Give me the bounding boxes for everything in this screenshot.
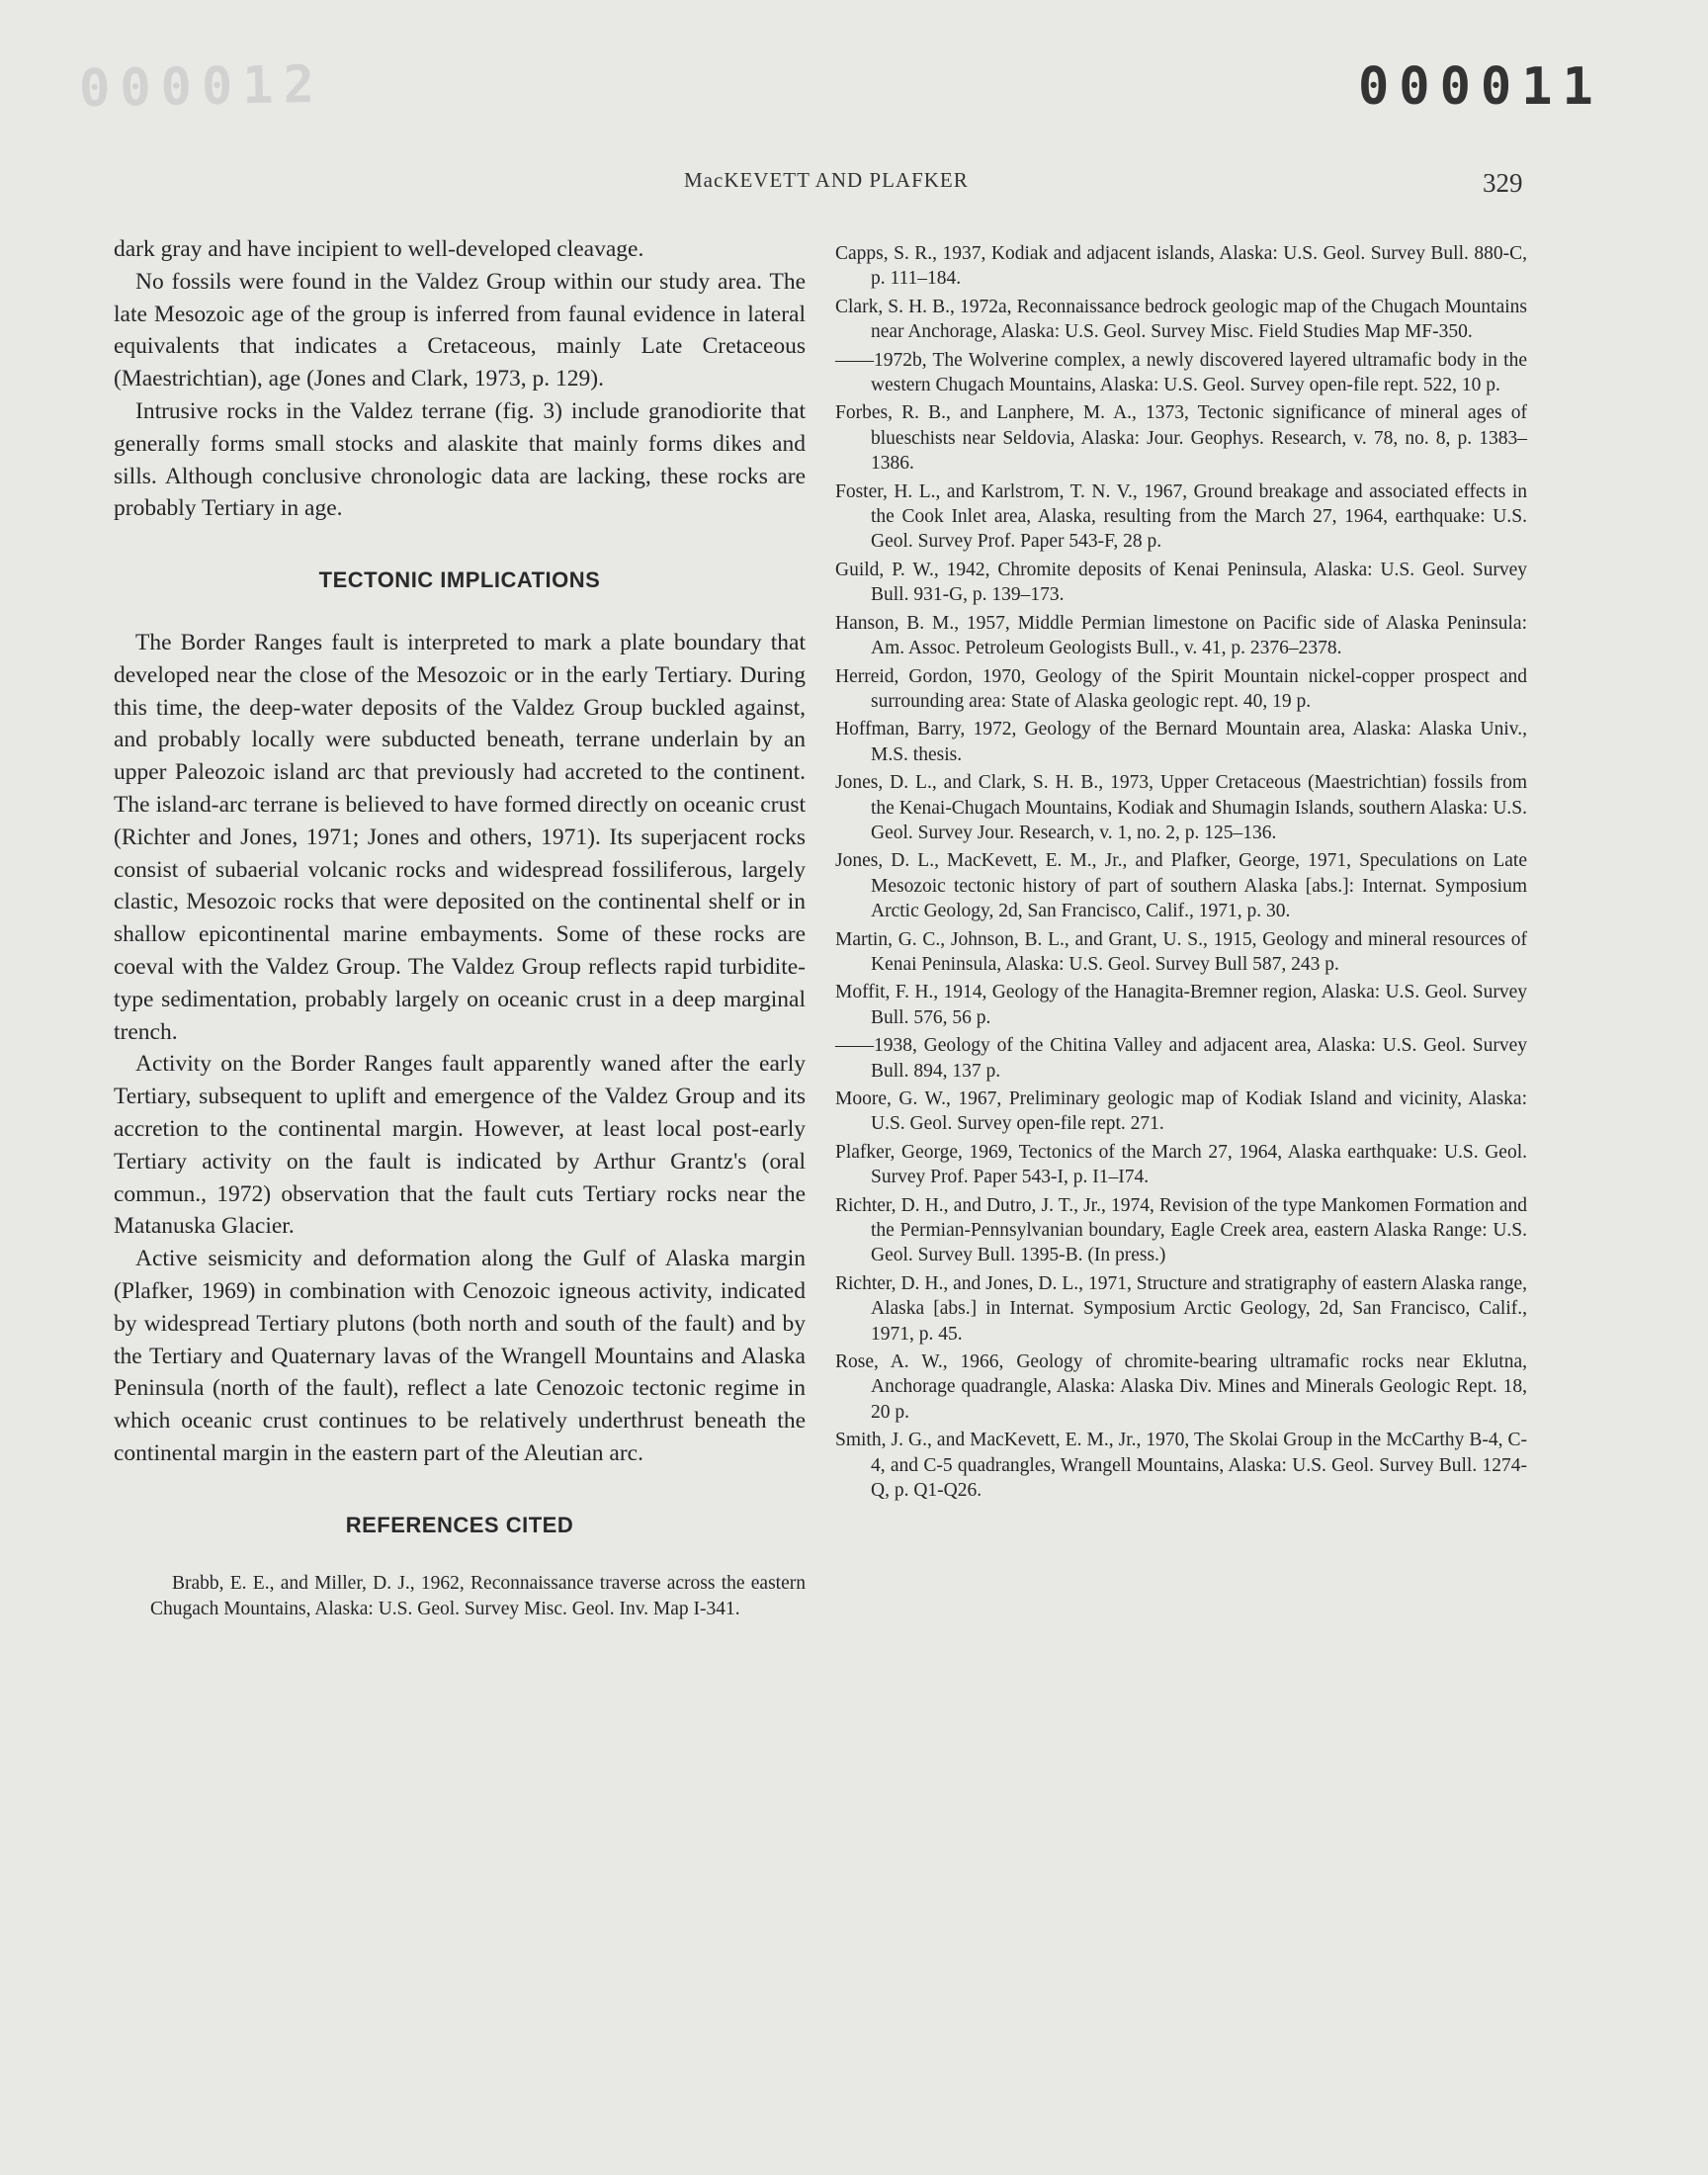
body-paragraph: dark gray and have incipient to well-developed cleavage. bbox=[114, 236, 644, 262]
body-paragraph: No fossils were found in the Valdez Group within our study area. The late Mesozoic age of the group is inferred from faunal evidence in lateral equivalents that indicates a Cretaceous, mainly Late Cretaceous (Maestrichtian), age (Jones and Clark, 1973, p. 129). bbox=[114, 268, 806, 392]
body-paragraph: Active seismicity and deformation along the Gulf of Alaska margin (Plafker, 1969) in combination with Cenozoic igneous activity, indicated by widespread Tertiary plutons (both north and south of the fault) and by the Tertiary and Quaternary lavas of the Wrangell Mountains and Alaska Peninsula (north of the fault), reflect a late Cenozoic tectonic regime in which oceanic crust continues to be relatively underthrust beneath the continental margin in the eastern part of the Aleutian arc. bbox=[114, 1246, 806, 1466]
faded-page-stamp: 000012 bbox=[78, 54, 325, 120]
page-number: 329 bbox=[1483, 168, 1523, 198]
left-column bbox=[114, 233, 806, 1621]
reference-entry: Richter, D. H., and Dutro, J. T., Jr., 1974, Revision of the type Mankomen Formation and the Permian-Pennsylvanian boundary, Eagle Creek area, eastern Alaska Range: U.S. Geol. Survey Bull. 1395-B. (In press.) bbox=[835, 1194, 1527, 1266]
reference-entry: Richter, D. H., and Jones, D. L., 1971, Structure and stratigraphy of eastern Alaska range, Alaska [abs.] in Internat. Symposium Arctic Geology, 2d, San Francisco, Calif., 1971, p. 45. bbox=[835, 1272, 1527, 1345]
reference-entry: ——1938, Geology of the Chitina Valley and adjacent area, Alaska: U.S. Geol. Survey Bull. 894, 137 p. bbox=[835, 1035, 1527, 1082]
section-heading-references-cited: REFERENCES CITED bbox=[345, 1512, 574, 1537]
body-paragraph: The Border Ranges fault is interpreted to mark a plate boundary that developed near the close of the Mesozoic or in the early Tertiary. During this time, the deep-water deposits of the Valdez Group buckled against, and probably locally were subducted beneath, terrane underlain by an upper Paleozoic island arc that previously had accreted to the continent. The island-arc terrane is believed to have formed directly on oceanic crust (Richter and Jones, 1971; Jones and others, 1971). Its superjacent rocks consist of subaerial volcanic rocks and widespread fossiliferous, largely clastic, Mesozoic rocks that were deposited on the continental shelf or in shallow epicontinental marine embayments. Some of these rocks are coeval with the Valdez Group. The Valdez Group reflects rapid turbidite-type sedimentation, probably largely on oceanic crust in a deep marginal trench. bbox=[114, 629, 806, 1045]
running-head: MacKEVETT AND PLAFKER bbox=[684, 168, 969, 192]
reference-entry: Foster, H. L., and Karlstrom, T. N. V., 1967, Ground breakage and associated effects in the Cook Inlet area, Alaska, resulting from the March 27, 1964, earthquake: U.S. Geol. Survey Prof. Paper 543-F, 28 p. bbox=[835, 480, 1527, 553]
page-stamp: 000011 bbox=[1358, 57, 1603, 117]
references-list bbox=[835, 241, 1527, 1507]
reference-entry: Forbes, R. B., and Lanphere, M. A., 1373, Tectonic significance of mineral ages of blueschists near Seldovia, Alaska: Jour. Geophys. Research, v. 78, no. 8, p. 1383–1386. bbox=[835, 402, 1527, 475]
reference-entry: Moore, G. W., 1967, Preliminary geologic map of Kodiak Island and vicinity, Alaska: U.S. Geol. Survey open-file rept. 271. bbox=[835, 1088, 1527, 1135]
reference-entry: Moffit, F. H., 1914, Geology of the Hanagita-Bremner region, Alaska: U.S. Geol. Survey Bull. 576, 56 p. bbox=[835, 982, 1527, 1028]
reference-entry: Plafker, George, 1969, Tectonics of the March 27, 1964, Alaska earthquake: U.S. Geol. Survey Prof. Paper 543-I, p. I1–I74. bbox=[835, 1141, 1527, 1188]
reference-entry: Clark, S. H. B., 1972a, Reconnaissance bedrock geologic map of the Chugach Mountains near Anchorage, Alaska: U.S. Geol. Survey Misc. Field Studies Map MF-350. bbox=[835, 296, 1527, 343]
reference-entry: ——1972b, The Wolverine complex, a newly discovered layered ultramafic body in the western Chugach Mountains, Alaska: U.S. Geol. Survey open-file rept. 522, 10 p. bbox=[835, 349, 1527, 396]
reference-entry: Hanson, B. M., 1957, Middle Permian limestone on Pacific side of Alaska Peninsula: Am. Assoc. Petroleum Geologists Bull., v. 41, p. 2376–2378. bbox=[835, 612, 1527, 659]
reference-entry: Smith, J. G., and MacKevett, E. M., Jr., 1970, The Skolai Group in the McCarthy B-4, C-4, and C-5 quadrangles, Wrangell Mountains, Alaska: U.S. Geol. Survey Bull. 1274-Q, p. Q1-Q26. bbox=[835, 1430, 1527, 1502]
reference-entry: Jones, D. L., MacKevett, E. M., Jr., and Plafker, George, 1971, Speculations on Late Mesozoic tectonic history of part of southern Alaska [abs.]: Internat. Symposium Arctic Geology, 2d, San Francisco, Calif., 1971, p. 30. bbox=[835, 850, 1527, 922]
reference-entry: Rose, A. W., 1966, Geology of chromite-bearing ultramafic rocks near Eklutna, Anchorage quadrangle, Alaska: Alaska Div. Mines and Minerals Geologic Rept. 18, 20 p. bbox=[835, 1351, 1527, 1423]
section-heading-tectonic-implications: TECTONIC IMPLICATIONS bbox=[318, 567, 601, 593]
reference-entry: Herreid, Gordon, 1970, Geology of the Spirit Mountain nickel-copper prospect and surrounding area: State of Alaska geologic rept. 40, 19 p. bbox=[835, 665, 1527, 712]
reference-entry: Brabb, E. E., and Miller, D. J., 1962, Reconnaissance traverse across the eastern Chugach Mountains, Alaska: U.S. Geol. Survey Misc. Geol. Inv. Map I-341. bbox=[150, 1573, 806, 1619]
body-paragraph: Intrusive rocks in the Valdez terrane (fig. 3) include granodiorite that generally forms small stocks and alaskite that mainly forms dikes and sills. Although conclusive chronologic data are lacking, these rocks are probably Tertiary in age. bbox=[114, 397, 806, 522]
reference-entry: Hoffman, Barry, 1972, Geology of the Bernard Mountain area, Alaska: Alaska Univ., M.S. thesis. bbox=[835, 719, 1527, 765]
reference-entry: Guild, P. W., 1942, Chromite deposits of Kenai Peninsula, Alaska: U.S. Geol. Survey Bull. 931-G, p. 139–173. bbox=[835, 559, 1527, 606]
body-paragraph: Activity on the Border Ranges fault apparently waned after the early Tertiary, subsequent to uplift and emergence of the Valdez Group and its accretion to the continental margin. However, at least local post-early Tertiary activity on the fault is indicated by Arthur Grantz's (oral commun., 1972) observation that the fault cuts Tertiary rocks near the Matanuska Glacier. bbox=[114, 1051, 806, 1240]
reference-entry: Capps, S. R., 1937, Kodiak and adjacent islands, Alaska: U.S. Geol. Survey Bull. 880-C, p. 111–184. bbox=[835, 243, 1527, 290]
reference-entry: Martin, G. C., Johnson, B. L., and Grant, U. S., 1915, Geology and mineral resources of Kenai Peninsula, Alaska: U.S. Geol. Survey Bull 587, 243 p. bbox=[835, 928, 1527, 975]
reference-entry: Jones, D. L., and Clark, S. H. B., 1973, Upper Cretaceous (Maestrichtian) fossils from the Kenai-Chugach Mountains, Kodiak and Shumagin Islands, southern Alaska: U.S. Geol. Survey Jour. Research, v. 1, no. 2, p. 125–136. bbox=[835, 772, 1527, 843]
